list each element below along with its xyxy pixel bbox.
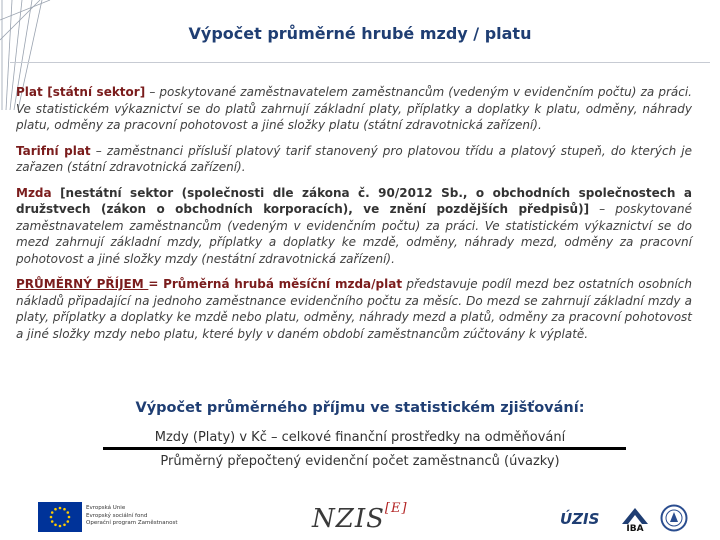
paragraph-mzda [16,185,692,268]
paragraph-prumerny-prijem [16,276,692,342]
text-mzda: – poskytované zaměstnavatelem zaměstnancům (vedeným v evidenčním počtu) za práci. Ve statistickém výkaznictví se do mezd zahrnují základní mzdy, příplatky a doplatky ke mzdě, odměny, náhrady mezd, odměny za pracovní pohotovost a jiné složky mzdy (nestátní zdravotnická zařízení). [16,202,693,266]
prumerny-prijem-definition: = Průměrná hrubá měsíční mzda/plat [148,277,403,291]
nzis-logo [312,501,408,534]
calculation-title: Výpočet průměrného příjmu ve statistickém zjišťování: [135,400,585,416]
term-plat: Plat [státní sektor] [16,85,146,99]
definitions-content [16,84,692,351]
iba-logo-text: IBA [626,524,644,534]
footer [0,490,720,540]
formula-numerator: Mzdy (Platy) v Kč – celkové finanční prostředky na odměňování [154,430,566,445]
term-mzda: Mzda [16,185,52,200]
title-divider [10,62,710,63]
page-title: Výpočet průměrné hrubé mzdy / platu [188,24,532,43]
term-tarifni-plat: Tarifní plat [16,143,91,158]
text-prumerny-prijem: představuje podíl mezd bez ostatních osobních nákladů připadající na jednoho zaměstnance evidenčního počtu za měsíc. Do mezd se zahrnují základní mzdy a platy, příplatky a doplatky ke mzdě nebo platu, odměny, náhrady mezd a platů, odměny za pracovní pohotovost a jiné složky mzdy nebo platu, které byly v daném období zaměstnancům zúčtovány k výplatě. [16,277,692,341]
nzis-logo-sup: [E] [384,501,408,516]
uzis-logo: ÚZIS [560,510,600,528]
paragraph-plat [16,84,692,134]
text-plat: – poskytované zaměstnavatelem zaměstnancům (vedeným v evidenčním počtu) za práci. Ve statistickém výkaznictví se do platů zahrnují základní platy, příplatky a doplatky k platu, odměny, náhrady platu, odměny za pracovní pohotovost a jiné složky platu (státní zdravotnická zařízení). [16,85,692,132]
eu-line-3: Operační program Zaměstnanost [86,520,178,526]
eu-program-text [86,505,206,528]
text-tarifni-plat: – zaměstnanci přísluší platový tarif stanovený pro platovou třídu a platový stupeň, do kterých je zařazen (státní zdravotnická zařízení). [16,143,692,174]
mu-seal-icon [660,504,688,532]
eu-line-1: Evropská Unie [86,505,126,511]
eu-flag-icon [38,502,82,532]
mzda-sector-note: [nestátní sektor (společnosti dle zákona č. 90/2012 Sb., o obchodních společnostech a družstvech (zákon o obchodních korporacích), ve znění pozdějších předpisů)] [16,185,692,216]
term-prumerny-prijem: PRŮMĚRNÝ PŘÍJEM [16,277,149,291]
eu-line-2: Evropský sociální fond [86,512,148,519]
paragraph-tarifni-plat [16,143,692,176]
nzis-logo-text: NZIS [312,504,385,534]
fraction-bar [103,447,626,450]
formula-denominator: Průměrný přepočtený evidenční počet zaměstnanců (úvazky) [160,454,560,469]
